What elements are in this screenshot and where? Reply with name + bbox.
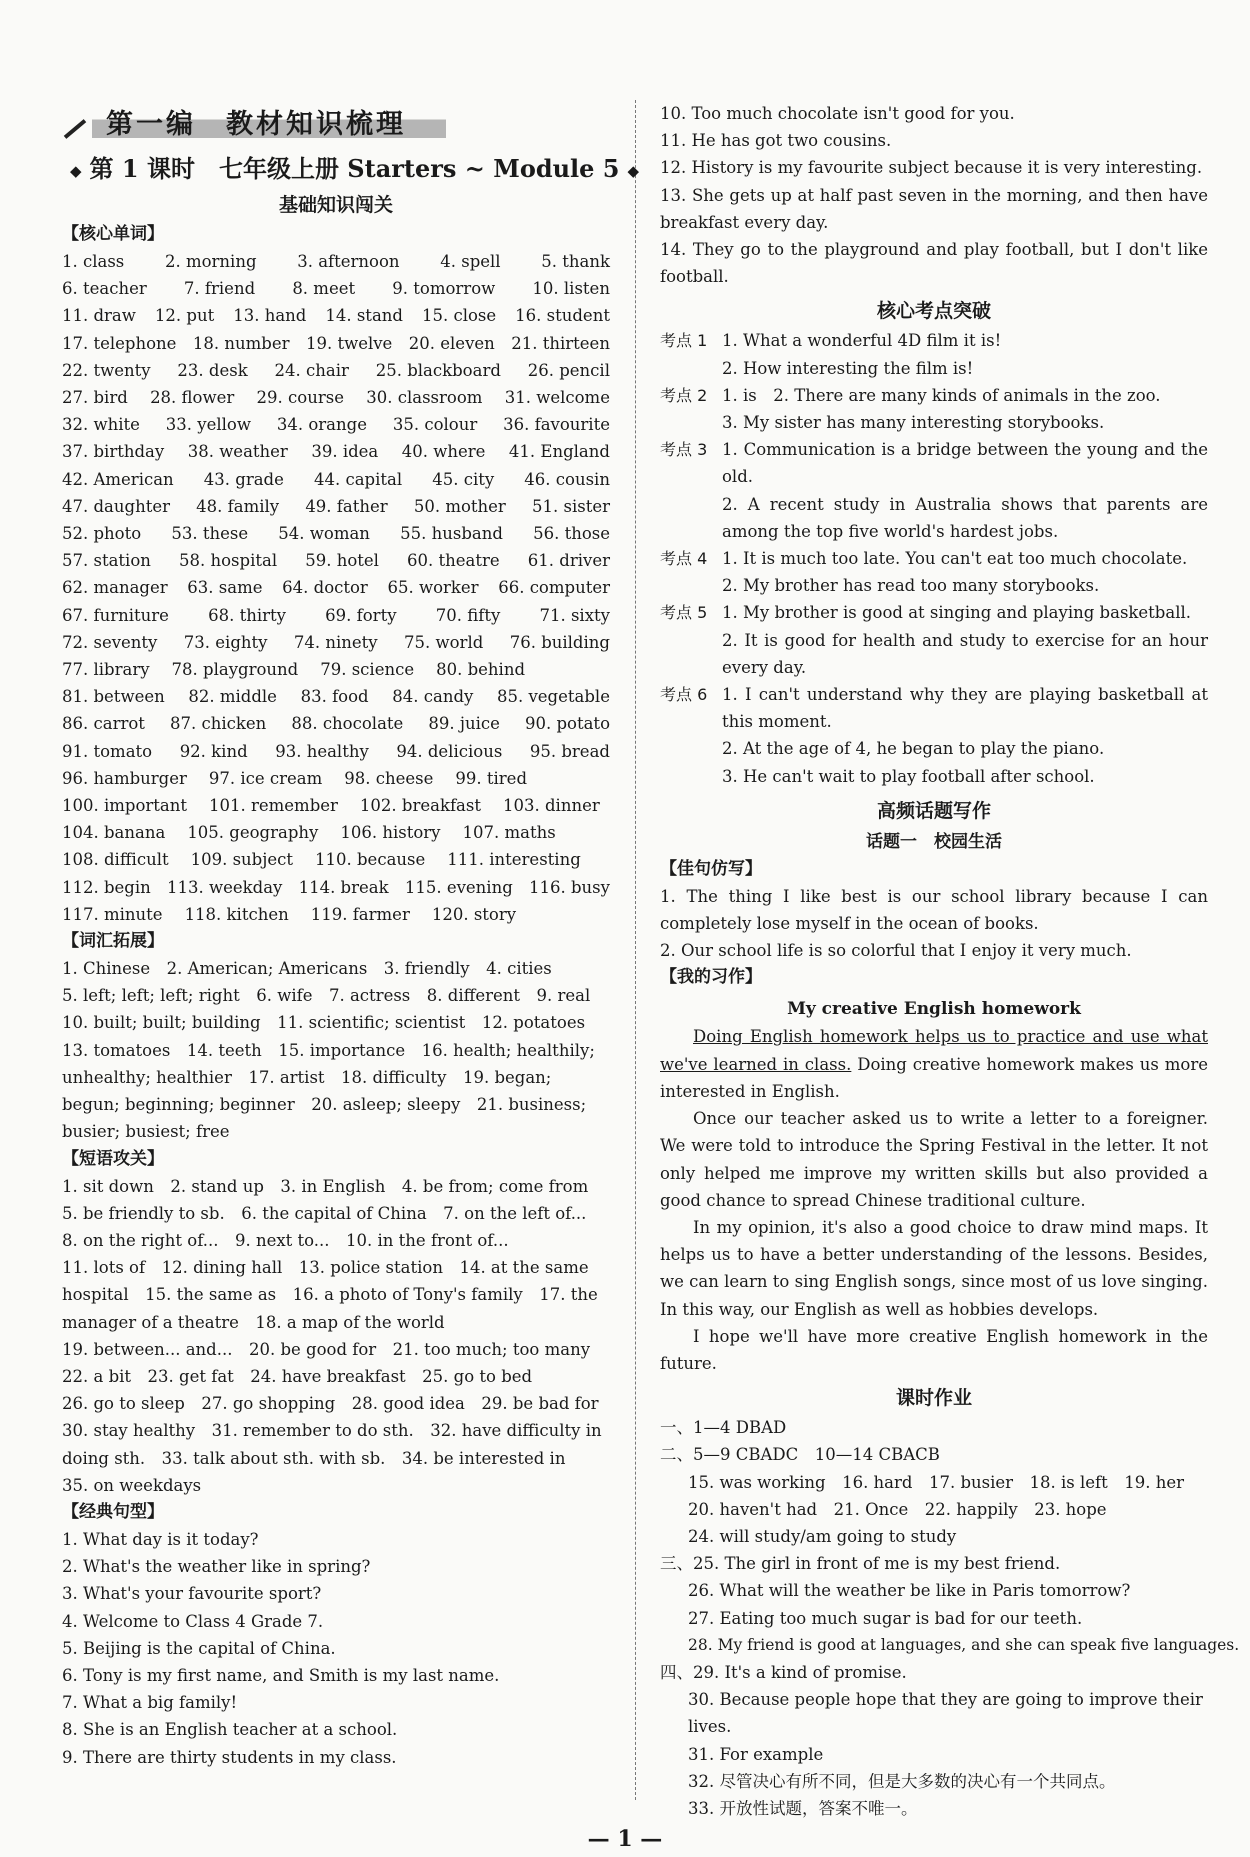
word-item: 24. chair <box>274 360 349 380</box>
word-item: 112. begin <box>62 877 151 897</box>
core-point-items <box>722 327 1208 381</box>
sentences-list-continued <box>660 100 1208 290</box>
word-item: 6. teacher <box>62 279 147 299</box>
word-item: 53. these <box>171 524 249 544</box>
word-item: 49. father <box>305 496 388 516</box>
phrases-line: 22. a bit 23. get fat 24. have breakfast 25. go to bed <box>62 1366 533 1386</box>
word-row <box>62 438 610 465</box>
core-point-item: 2. It is good for health and study to exercise for an hour every day. <box>722 630 1208 677</box>
core-point-item: 1. My brother is good at singing and playing basketball. <box>722 603 1192 623</box>
sentences-line: 5. Beijing is the capital of China. <box>62 1638 336 1658</box>
topic-title: 话题一 校园生活 <box>866 831 1002 852</box>
essay-paragraph-4: I hope we'll have more creative English homework in the future. <box>660 1326 1208 1373</box>
sentences-line: 3. What's your favourite sport? <box>62 1584 322 1604</box>
word-item: 61. driver <box>527 551 610 571</box>
sentences-line: 7. What a big family! <box>62 1693 238 1713</box>
word-item: 85. vegetable <box>496 687 610 707</box>
word-row <box>62 602 610 629</box>
word-row <box>62 710 610 737</box>
word-item: 87. chicken <box>169 714 267 734</box>
column-divider <box>635 100 636 1800</box>
word-item: 114. break <box>298 877 389 897</box>
word-row <box>62 574 610 601</box>
word-item: 91. tomato <box>62 741 153 761</box>
word-item: 35. colour <box>392 415 478 435</box>
word-item: 117. minute <box>62 904 163 924</box>
word-item: 40. where <box>401 442 486 462</box>
phrases-line: 35. on weekdays <box>62 1475 202 1495</box>
word-item: 59. hotel <box>305 551 379 571</box>
phrases-line: 26. go to sleep 27. go shopping 28. good idea 29. be bad for <box>62 1394 599 1414</box>
word-item: 60. theatre <box>407 551 500 571</box>
core-point-label: 考点 3 <box>660 440 708 460</box>
word-item: 56. those <box>533 524 610 544</box>
word-item: 38. weather <box>187 442 288 462</box>
word-item: 26. pencil <box>527 360 610 380</box>
core-point-label: 考点 1 <box>660 331 708 351</box>
word-item: 12. put <box>154 306 215 326</box>
word-item: 98. cheese <box>344 768 434 788</box>
word-row <box>62 874 610 901</box>
word-item: 70. fifty <box>435 605 501 625</box>
word-item: 25. blackboard <box>375 360 501 380</box>
core-point-row <box>660 681 1208 790</box>
word-item: 9. tomorrow <box>392 279 496 299</box>
right-column <box>660 100 1240 1822</box>
word-item: 90. potato <box>524 714 610 734</box>
section-core-points: 核心考点突破 <box>876 300 991 323</box>
good-sentences-line: 1. The thing I like best is our school library because I can completely lose myself in the ocean of books. <box>660 886 1208 934</box>
homework-line: 26. What will the weather be like in Paris tomorrow? <box>688 1581 1131 1601</box>
core-point-item: 1. Communication is a bridge between the young and the old. <box>722 440 1208 487</box>
word-item: 64. doctor <box>282 578 368 598</box>
core-point-item: 3. He can't wait to play football after school. <box>722 766 1095 786</box>
good-sentences-list <box>660 883 1208 965</box>
core-point-item: 2. My brother has read too many storybooks. <box>722 576 1100 596</box>
sentences-line: 1. What day is it today? <box>62 1529 259 1549</box>
word-item: 18. number <box>192 333 290 353</box>
core-point-label: 考点 6 <box>660 685 708 705</box>
vocab-ext-line: unhealthy; healthier 17. artist 18. difficulty 19. began; <box>62 1067 552 1087</box>
page-number: — 1 — <box>587 1826 663 1852</box>
word-item: 23. desk <box>177 360 248 380</box>
homework-line: 三、25. The girl in front of me is my best friend. <box>660 1554 1061 1574</box>
core-words-heading: 【核心单词】 <box>62 224 164 244</box>
word-item: 2. morning <box>164 252 257 271</box>
vocab-ext-line: 1. Chinese 2. American; Americans 3. friendly 4. cities <box>62 959 552 979</box>
core-point-label: 考点 5 <box>660 603 708 623</box>
pencil-icon <box>64 119 86 139</box>
diamond-icon: ◆ <box>70 161 82 180</box>
word-item: 97. ice cream <box>208 768 323 788</box>
core-point-row <box>660 327 1208 381</box>
word-item: 51. sister <box>532 496 610 516</box>
word-row <box>62 901 610 928</box>
word-item: 17. telephone <box>62 333 177 353</box>
sentences-line: 6. Tony is my first name, and Smith is my last name. <box>62 1665 500 1685</box>
phrases-line: 1. sit down 2. stand up 3. in English 4. be from; come from <box>62 1176 589 1196</box>
word-item: 76. building <box>509 632 610 652</box>
word-item: 42. American <box>62 469 174 489</box>
word-item: 118. kitchen <box>184 904 289 924</box>
word-item: 34. orange <box>276 415 367 435</box>
word-item: 15. close <box>421 306 497 326</box>
vocab-ext-list <box>62 955 610 1145</box>
word-row <box>62 275 610 302</box>
word-item: 50. mother <box>413 496 506 516</box>
word-item: 119. farmer <box>310 904 410 924</box>
word-item: 20. eleven <box>408 333 495 353</box>
core-point-item: 1. It is much too late. You can't eat too much chocolate. <box>722 549 1188 569</box>
word-row <box>62 629 610 656</box>
word-item: 103. dinner <box>503 796 600 816</box>
core-point-row <box>660 545 1208 599</box>
word-item: 21. thirteen <box>511 333 610 353</box>
word-item: 43. grade <box>203 469 284 489</box>
word-item: 57. station <box>62 551 151 571</box>
word-item: 1. class <box>62 252 125 271</box>
word-item: 29. course <box>256 388 344 408</box>
word-item: 74. ninety <box>293 632 378 652</box>
homework-line: 32. 尽管决心有所不同，但是大多数的决心有一个共同点。 <box>688 1771 1116 1791</box>
core-words-list <box>62 248 610 928</box>
word-item: 111. interesting <box>447 850 581 870</box>
word-item: 78. playground <box>171 660 299 680</box>
word-item: 94. delicious <box>396 741 503 761</box>
word-item: 104. banana <box>62 823 166 843</box>
core-point-items <box>722 681 1208 790</box>
core-point-item: 1. is 2. There are many kinds of animals in the zoo. <box>722 385 1161 405</box>
word-item: 89. juice <box>428 714 500 734</box>
word-item: 7. friend <box>183 279 256 299</box>
word-item: 100. important <box>62 796 188 816</box>
word-row <box>62 683 610 710</box>
word-item: 47. daughter <box>62 496 170 516</box>
core-point-row <box>660 436 1208 545</box>
core-point-label: 考点 2 <box>660 385 708 405</box>
phrases-line: manager of a theatre 18. a map of the world <box>62 1312 445 1332</box>
core-point-items <box>722 382 1208 436</box>
word-item: 33. yellow <box>165 415 251 435</box>
lesson-title: ◆ 第 1 课时 七年级上册 Starters ~ Module 5 ◆ <box>70 154 640 183</box>
word-item: 52. photo <box>62 524 142 544</box>
vocab-ext-line: 10. built; built; building 11. scientific; scientist 12. potatoes <box>62 1013 586 1033</box>
word-item: 84. candy <box>392 687 474 707</box>
word-row <box>62 357 610 384</box>
word-item: 8. meet <box>292 279 356 299</box>
homework-line: 33. 开放性试题，答案不唯一。 <box>688 1798 918 1818</box>
homework-answers <box>660 1414 1240 1822</box>
word-item: 110. because <box>315 850 426 870</box>
chapter-banner: 第一编 教材知识梳理 <box>62 100 610 143</box>
sentences-cont-line: 11. He has got two cousins. <box>660 131 892 151</box>
section-basic: 基础知识闯关 <box>278 194 393 216</box>
word-item: 68. thirty <box>208 605 286 625</box>
word-item: 48. family <box>196 496 280 516</box>
word-item: 44. capital <box>313 469 403 489</box>
core-point-row <box>660 599 1208 681</box>
word-item: 37. birthday <box>62 442 165 462</box>
word-item: 73. eighty <box>183 632 268 652</box>
word-item: 16. student <box>515 306 610 326</box>
vocab-ext-heading: 【词汇拓展】 <box>62 931 164 952</box>
word-item: 39. idea <box>311 442 379 462</box>
word-item: 32. white <box>62 415 140 435</box>
word-item: 46. cousin <box>524 469 610 489</box>
vocab-ext-line: busier; busiest; free <box>62 1122 230 1142</box>
word-row <box>62 792 610 819</box>
word-item: 31. welcome <box>504 388 610 408</box>
phrases-line: 8. on the right of... 9. next to... 10. in the front of... <box>62 1230 509 1250</box>
word-item: 10. listen <box>532 279 610 299</box>
word-item: 116. busy <box>529 877 610 897</box>
homework-line: 20. haven't had 21. Once 22. happily 23. hope <box>688 1499 1107 1519</box>
word-item: 93. healthy <box>275 741 369 761</box>
homework-line: 二、5—9 CBADC 10—14 CBACB <box>660 1445 940 1465</box>
word-item: 113. weekday <box>167 877 283 897</box>
word-item: 45. city <box>432 469 495 489</box>
core-point-item: 1. I can't understand why they are playing basketball at this moment. <box>722 685 1208 732</box>
sentences-line: 2. What's the weather like in spring? <box>62 1557 371 1577</box>
word-row <box>62 302 610 329</box>
core-point-items <box>722 599 1208 681</box>
sentences-line: 4. Welcome to Class 4 Grade 7. <box>62 1611 324 1631</box>
word-row <box>62 765 610 792</box>
phrases-line: hospital 15. the same as 16. a photo of Tony's family 17. the <box>62 1285 598 1305</box>
sentences-line: 8. She is an English teacher at a school. <box>62 1720 398 1740</box>
word-item: 105. geography <box>187 823 319 843</box>
phrases-heading: 【短语攻关】 <box>62 1148 164 1169</box>
word-item: 36. favourite <box>503 415 610 435</box>
core-point-items <box>722 436 1208 545</box>
word-item: 92. kind <box>179 741 248 761</box>
word-row <box>62 846 610 873</box>
essay-title: My creative English homework <box>787 999 1081 1020</box>
word-row <box>62 819 610 846</box>
word-item: 30. classroom <box>366 388 483 408</box>
vocab-ext-line: 5. left; left; left; right 6. wife 7. actress 8. different 9. real <box>62 986 591 1006</box>
word-item: 41. England <box>508 442 610 462</box>
word-item: 115. evening <box>404 877 513 897</box>
phrases-line: 5. be friendly to sb. 6. the capital of China 7. on the left of... <box>62 1203 587 1223</box>
core-point-item: 2. At the age of 4, he began to play the piano. <box>722 739 1105 759</box>
word-row <box>62 411 610 438</box>
sentences-line: 9. There are thirty students in my class. <box>62 1747 397 1767</box>
word-item: 81. between <box>62 687 165 707</box>
word-item: 28. flower <box>150 388 235 408</box>
word-item: 79. science <box>320 660 415 680</box>
word-item: 72. seventy <box>62 632 158 652</box>
diamond-icon: ◆ <box>627 161 640 180</box>
phrases-line: 19. between... and... 20. be good for 21. too much; too many <box>62 1339 591 1359</box>
phrases-line: doing sth. 33. talk about sth. with sb. 34. be interested in <box>62 1448 566 1468</box>
sentences-heading: 【经典句型】 <box>62 1501 164 1522</box>
homework-line: 28. My friend is good at languages, and she can speak five languages. <box>688 1635 1240 1654</box>
word-item: 13. hand <box>233 306 307 326</box>
word-item: 108. difficult <box>62 850 169 870</box>
word-item: 4. spell <box>440 252 501 271</box>
core-point-item: 2. A recent study in Australia shows that parents are among the top five world's hardest jobs. <box>722 494 1208 541</box>
homework-line: 24. will study/am going to study <box>688 1526 957 1546</box>
core-point-row <box>660 382 1208 436</box>
word-item: 19. twelve <box>305 333 393 353</box>
sentences-list <box>62 1526 610 1771</box>
essay-paragraph-1: Doing English homework helps us to practice and use what we've learned in class. Doing creative homework makes us more interested in English. <box>660 1027 1208 1101</box>
good-sentences-heading: 【佳句仿写】 <box>660 858 762 879</box>
word-row <box>62 493 610 520</box>
word-item: 67. furniture <box>62 605 169 625</box>
word-item: 83. food <box>300 687 369 707</box>
word-item: 27. bird <box>62 388 128 408</box>
word-item: 66. computer <box>498 578 610 598</box>
word-item: 3. afternoon <box>297 252 400 271</box>
word-item: 69. forty <box>325 605 397 625</box>
core-point-items <box>722 545 1208 599</box>
word-item: 109. subject <box>190 850 294 870</box>
word-row <box>62 656 610 683</box>
word-item: 11. draw <box>62 306 136 326</box>
homework-line: 15. was working 16. hard 17. busier 18. is left 19. her <box>688 1472 1185 1492</box>
word-row <box>62 248 610 275</box>
vocab-ext-line: begun; beginning; beginner 20. asleep; sleepy 21. business; <box>62 1095 587 1115</box>
word-item: 120. story <box>431 904 517 924</box>
word-item: 55. husband <box>400 524 503 544</box>
my-writing-heading: 【我的习作】 <box>660 967 762 988</box>
word-item: 106. history <box>340 823 441 843</box>
word-row <box>62 738 610 765</box>
homework-line: 31. For example <box>688 1744 824 1764</box>
vocab-ext-line: 13. tomatoes 14. teeth 15. importance 16. health; healthily; <box>62 1040 595 1060</box>
word-item: 80. behind <box>436 660 526 680</box>
phrases-line: 30. stay healthy 31. remember to do sth. 32. have difficulty in <box>62 1421 602 1441</box>
word-item: 22. twenty <box>62 360 151 380</box>
core-points-list <box>660 327 1208 789</box>
word-item: 96. hamburger <box>62 768 187 788</box>
word-item: 82. middle <box>188 687 277 707</box>
word-item: 65. worker <box>387 578 479 598</box>
word-row <box>62 330 610 357</box>
left-column <box>62 100 640 1771</box>
word-item: 101. remember <box>209 796 338 816</box>
sentences-cont-line: 14. They go to the playground and play football, but I don't like football. <box>660 240 1208 287</box>
homework-line: 27. Eating too much sugar is bad for our teeth. <box>688 1608 1083 1628</box>
word-item: 99. tired <box>455 768 528 788</box>
core-point-item: 2. How interesting the film is! <box>722 358 974 378</box>
sentences-cont-line: 12. History is my favourite subject because it is very interesting. <box>660 158 1203 178</box>
word-item: 102. breakfast <box>359 796 481 816</box>
section-homework: 课时作业 <box>895 1387 972 1410</box>
phrases-list <box>62 1173 610 1499</box>
word-item: 77. library <box>62 660 150 680</box>
word-row <box>62 520 610 547</box>
word-item: 54. woman <box>278 524 370 544</box>
core-point-label: 考点 4 <box>660 549 708 569</box>
phrases-line: 11. lots of 12. dining hall 13. police station 14. at the same <box>62 1258 589 1278</box>
word-item: 107. maths <box>462 823 556 843</box>
word-item: 95. bread <box>529 741 610 761</box>
homework-line: 30. Because people hope that they are going to improve their lives. <box>688 1690 1203 1737</box>
word-item: 5. thank <box>541 252 610 271</box>
word-item: 14. stand <box>325 306 403 326</box>
word-item: 86. carrot <box>62 714 145 734</box>
word-row <box>62 466 610 493</box>
word-item: 62. manager <box>62 578 168 598</box>
word-item: 58. hospital <box>179 551 278 571</box>
essay-paragraph-2: Once our teacher asked us to write a letter to a foreigner. We were told to introduce the Spring Festival in the letter. It not only helped me improve my written skills but also provided a good chance to spread Chinese traditional culture. <box>660 1109 1208 1210</box>
word-item: 88. chocolate <box>291 714 404 734</box>
homework-line: 一、1—4 DBAD <box>660 1418 787 1438</box>
essay-paragraph-3: In my opinion, it's also a good choice to draw mind maps. It helps us to have a better understanding of the lessons. Besides, we can learn to sing English songs, since most of us love singing. In this way, our English as well as hobbies develops. <box>660 1217 1208 1319</box>
section-writing: 高频话题写作 <box>876 799 991 822</box>
word-item: 71. sixty <box>539 605 610 625</box>
sentences-cont-line: 13. She gets up at half past seven in the morning, and then have breakfast every day. <box>660 185 1208 232</box>
word-item: 75. world <box>404 632 484 652</box>
word-item: 63. same <box>187 578 263 598</box>
word-row <box>62 547 610 574</box>
core-point-item: 3. My sister has many interesting storybooks. <box>722 413 1105 433</box>
sentences-cont-line: 10. Too much chocolate isn't good for you. <box>660 104 1015 123</box>
homework-line: 四、29. It's a kind of promise. <box>660 1662 907 1682</box>
core-point-item: 1. What a wonderful 4D film it is! <box>722 331 1002 351</box>
word-row <box>62 384 610 411</box>
good-sentences-line: 2. Our school life is so colorful that I enjoy it very much. <box>660 941 1132 961</box>
